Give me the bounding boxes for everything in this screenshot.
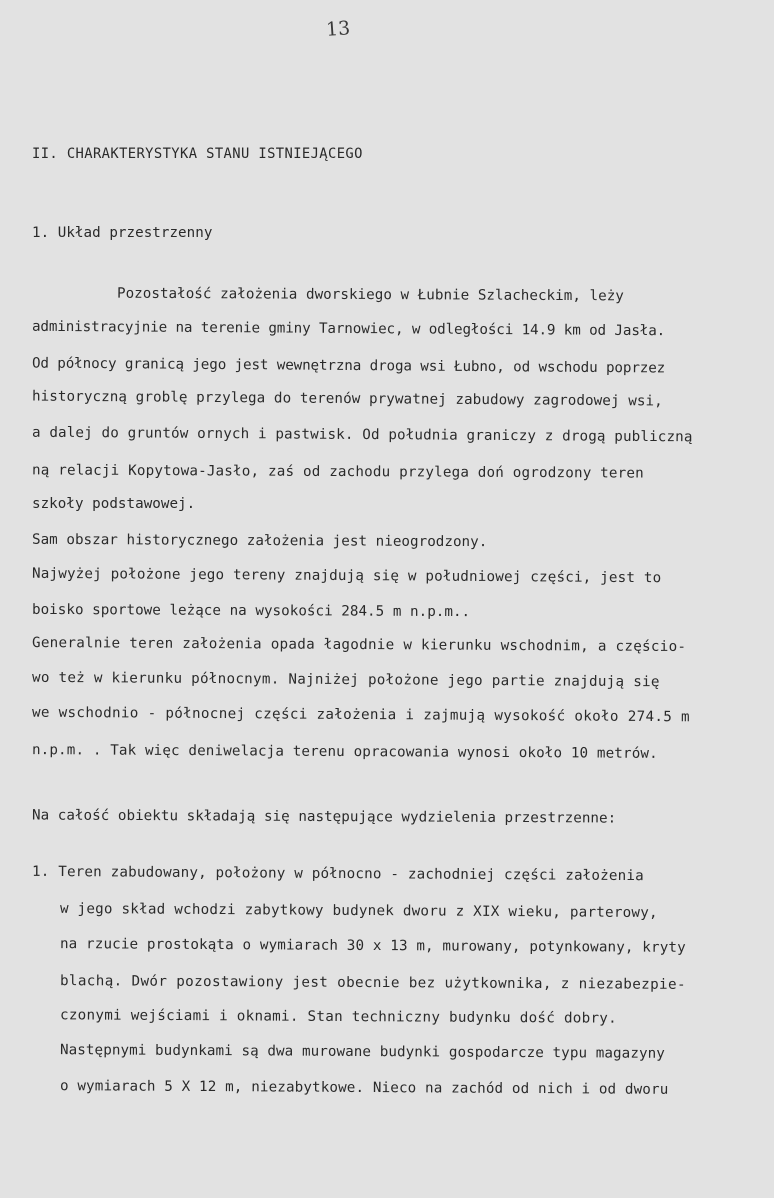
text-line: ną relacji Kopytowa-Jasło, zaś od zachodu przylega doń ogrodzony teren <box>31 462 644 482</box>
text-line: wo też w kierunku północnym. Najniżej położone jego partie znajdują się <box>31 669 660 691</box>
text-line: n.p.m. . Tak więc deniwelacja terenu opracowania wynosi około 10 metrów. <box>31 742 658 762</box>
text-line: boisko sportowe leżące na wysokości 284.5 m n.p.m.. <box>31 601 471 621</box>
section-title: 1. Układ przestrzenny <box>32 225 213 241</box>
text-line: Sam obszar historycznego założenia jest nieogrodzony. <box>31 531 488 551</box>
text-line: administracyjnie na terenie gminy Tarnowiec, w odległości 14.9 km od Jasła. <box>31 318 666 340</box>
page-number: 13 <box>325 17 351 41</box>
text-line: blachą. Dwór pozostawiony jest obecnie bez użytkownika, z niezabezpie- <box>59 973 686 993</box>
text-line: 1. Teren zabudowany, położony w północno - zachodniej części założenia <box>31 863 644 885</box>
text-line: czonymi wejściami i oknami. Stan techniczny budynku dość dobry. <box>59 1007 618 1027</box>
text-line: na rzucie prostokąta o wymiarach 30 x 13 m, murowany, potynkowany, kryty <box>59 936 686 956</box>
text-line: szkoły podstawowej. <box>32 496 196 512</box>
text-line: Na całość obiektu składają się następujące wydzielenia przestrzenne: <box>31 807 617 827</box>
text-line: we wschodnio - północnej części założenia i zajmują wysokość około 274.5 m <box>31 704 691 726</box>
text-line: Następnymi budynkami są dwa murowane budynki gospodarcze typu magazyny <box>59 1042 665 1062</box>
text-line: Najwyżej położone jego tereny znajdują się w południowej części, jest to <box>31 565 662 587</box>
text-line: Od północy granicą jego jest wewnętrzna droga wsi Łubno, od wschodu poprzez <box>31 355 666 377</box>
text-line: historyczną groblę przylega do terenów prywatnej zabudowy zagrodowej wsi, <box>31 388 663 410</box>
chapter-heading: II. CHARAKTERYSTYKA STANU ISTNIEJĄCEGO <box>32 146 363 162</box>
text-line: Generalnie teren założenia opada łagodnie w kierunku wschodnim, a częścio- <box>31 635 687 655</box>
text-line: a dalej do gruntów ornych i pastwisk. Od południa graniczy z drogą publiczną <box>31 424 693 446</box>
text-line: Pozostałość założenia dworskiego w Łubnie Szlacheckim, leży <box>116 285 624 305</box>
text-line: w jego skład wchodzi zabytkowy budynek dworu z XIX wieku, parterowy, <box>59 900 658 922</box>
text-line: o wymiarach 5 X 12 m, niezabytkowe. Nieco na zachód od nich i od dworu <box>59 1078 669 1098</box>
